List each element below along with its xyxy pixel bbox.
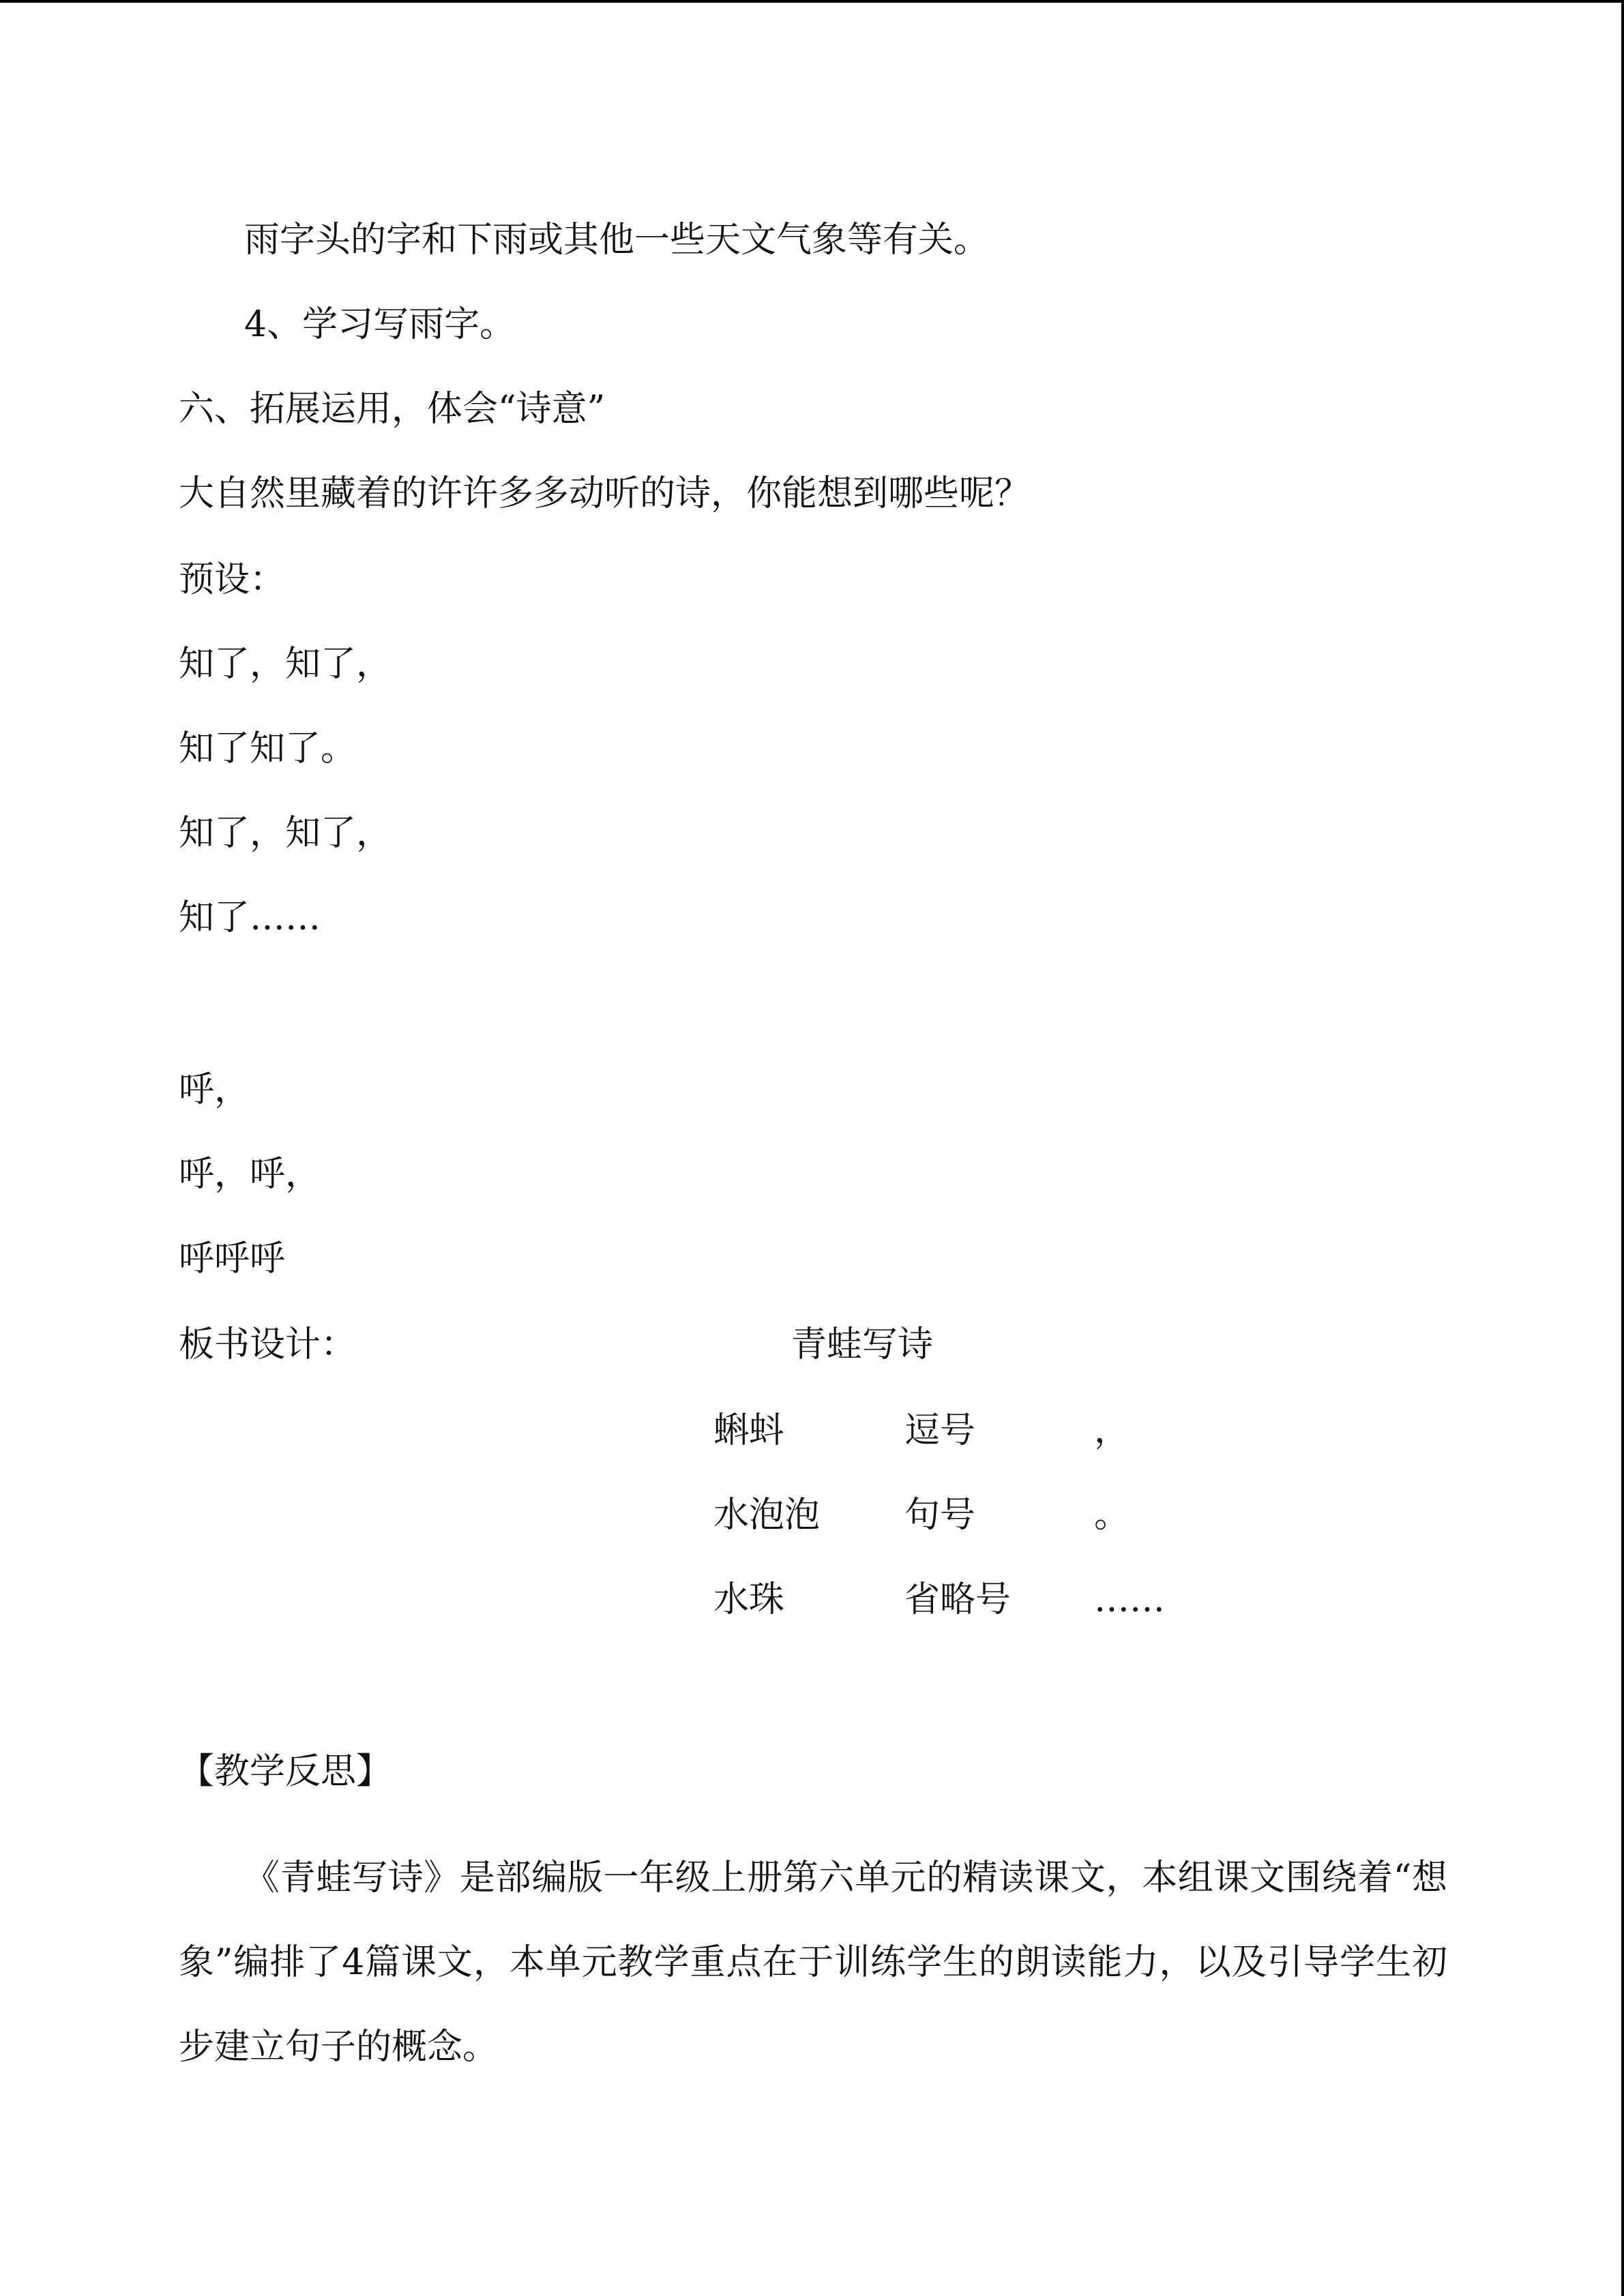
board-row-mark: …… <box>1094 1579 1165 1620</box>
board-row-item: 蝌蚪 <box>713 1410 785 1451</box>
poem-line: 呼，呼， <box>179 1154 321 1195</box>
reflection-paragraph: 《青蛙写诗》是部编版一年级上册第六单元的精读课文，本组课文围绕着“想象”编排了4篇课文，本单元教学重点在于训练学生的朗读能力，以及引导学生初步建立句子的概念。 <box>179 1858 1447 2068</box>
page-right-border <box>1621 0 1624 2296</box>
poem-line: 呼， <box>179 1069 250 1110</box>
board-row-mark: 。 <box>1094 1495 1130 1536</box>
question-text: 大自然里藏着的许许多多动听的诗，你能想到哪些呢？ <box>179 473 1031 514</box>
paragraph-write-rain: 4、学习写雨字。 <box>244 304 516 345</box>
preset-label: 预设： <box>179 559 286 600</box>
board-row-mark: ， <box>1094 1410 1130 1451</box>
board-row-item: 水珠 <box>713 1579 785 1620</box>
poem-line: 知了…… <box>179 897 321 938</box>
board-row-name: 省略号 <box>904 1579 1012 1620</box>
board-row-name: 句号 <box>904 1495 976 1536</box>
page-top-border <box>0 0 1624 3</box>
poem-line: 知了，知了， <box>179 813 392 854</box>
poem-line: 知了知了。 <box>179 728 357 769</box>
reflection-heading: 【教学反思】 <box>179 1751 392 1792</box>
paragraph-rain-radical: 雨字头的字和下雨或其他一些天文气象等有关。 <box>244 220 990 260</box>
poem-line: 知了，知了， <box>179 644 392 685</box>
poem-line: 呼呼呼 <box>179 1238 286 1279</box>
section-heading-extension: 六、拓展运用，体会“诗意” <box>179 389 606 430</box>
board-row-name: 逗号 <box>904 1410 976 1451</box>
board-row-item: 水泡泡 <box>713 1495 821 1536</box>
board-design-label: 板书设计： <box>179 1324 357 1365</box>
board-design-title: 青蛙写诗 <box>791 1324 934 1365</box>
